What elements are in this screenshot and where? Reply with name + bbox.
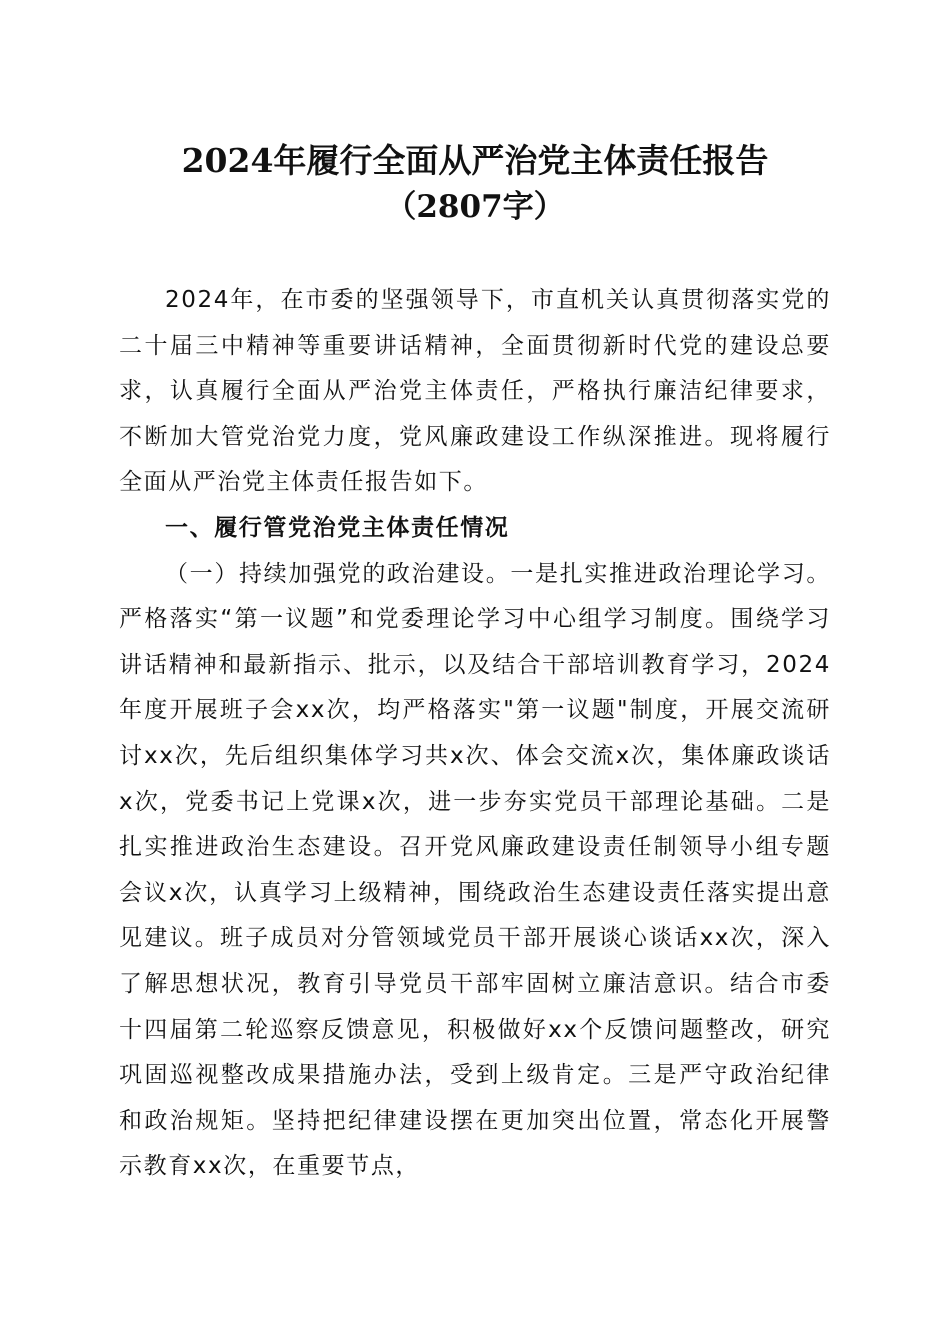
title-block — [0, 138, 950, 230]
subsection-body: 一是扎实推进政治理论学习。严格落实“第一议题”和党委理论学习中心组学习制度。围绕学习讲话精神和最新指示、批示，以及结合干部培训教育学习，2024年度开展班子会xx次，均严格落实"第一议题"制度，开展交流研讨xx次，先后组织集体学习共x次、体会交流x次，集体廉政谈话x次，党委书记上党课x次，进一步夯实党员干部理论基础。二是扎实推进政治生态建设。召开党风廉政建设责任制领导小组专题会议x次，认真学习上级精神，围绕政治生态建设责任落实提出意见建议。班子成员对分管领域党员干部开展谈心谈话xx次，深入了解思想状况，教育引导党员干部牢固树立廉洁意识。结合市委十四届第二轮巡察反馈意见，积极做好xx个反馈问题整改，研究巩固巡视整改成果措施办法，受到上级肯定。三是严守政治纪律和政治规矩。坚持把纪律建设摆在更加突出位置，常态化开展警示教育xx次，在重要节点， — [119, 560, 831, 1180]
document-title: 2024年履行全面从严治党主体责任报告 — [181, 141, 769, 180]
subsection-heading: （一）持续加强党的政治建设。 — [165, 560, 511, 587]
document-body — [119, 278, 831, 1190]
intro-paragraph: 2024年，在市委的坚强领导下，市直机关认真贯彻落实党的二十届三中精神等重要讲话精神，全面贯彻新时代党的建设总要求，认真履行全面从严治党主体责任，严格执行廉洁纪律要求，不断加大管党治党力度，党风廉政建设工作纵深推进。现将履行全面从严治党主体责任报告如下。 — [119, 287, 831, 496]
subsection-paragraph — [119, 552, 831, 1190]
section-heading: 一、履行管党治党主体责任情况 — [165, 514, 510, 541]
document-word-count: （2807字） — [385, 189, 565, 225]
